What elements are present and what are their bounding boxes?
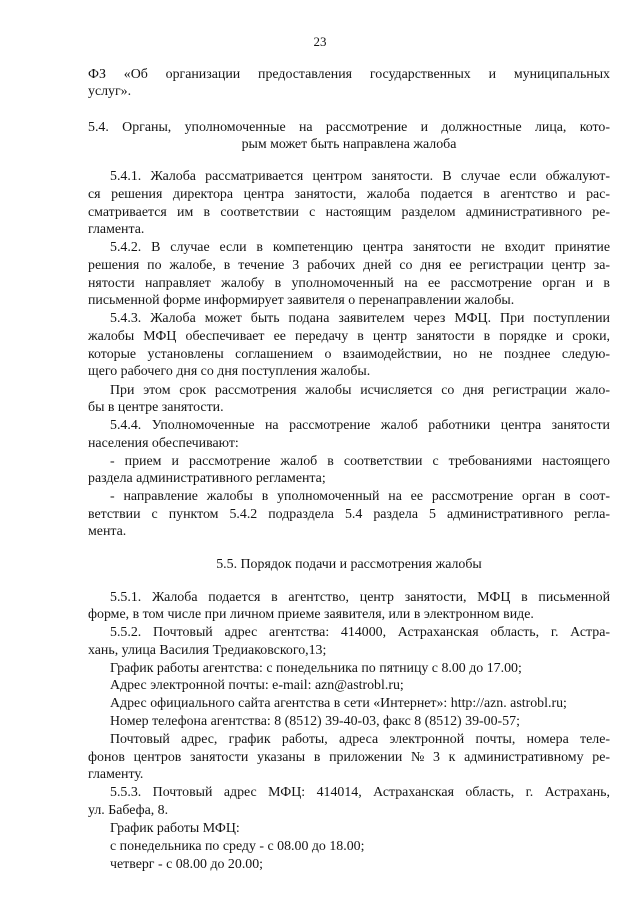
text-line: - направление жалобы в уполномоченный на ее рассмотрение орган в соот- (110, 489, 610, 504)
text-line: решения по жалобе, в течение 3 рабочих дней со дня ее регистрации центр за- (88, 258, 610, 273)
text-line: бы в центре занятости. (88, 400, 224, 415)
text-line: хань, улица Василия Тредиаковского,13; (88, 643, 327, 658)
text-line: фонов центров занятости указаны в приложении № 3 к административному ре- (88, 750, 610, 765)
text-line: ветствии с пунктом 5.4.2 подраздела 5.4 раздела 5 административного регла- (88, 507, 610, 522)
text-line: сматривается им в соответствии с настоящим разделом административного ре- (88, 205, 610, 220)
text-line: 5.4.3. Жалоба может быть подана заявителем через МФЦ. При поступлении (110, 311, 610, 326)
text-line: 5.4.4. Уполномоченные на рассмотрение жалоб работники центра занятости (110, 418, 610, 433)
text-line: При этом срок рассмотрения жалобы исчисляется со дня регистрации жало- (110, 383, 610, 398)
text-line: форме, в том числе при личном приеме заявителя, или в электронном виде. (88, 607, 534, 622)
text-line: услуг». (88, 84, 132, 99)
text-line: 5.5.1. Жалоба подается в агентство, центр занятости, МФЦ в письменной (110, 590, 610, 605)
text-line: с понедельника по среду - с 08.00 до 18.00; (110, 839, 365, 854)
text-line: 5.4.1. Жалоба рассматривается центром занятости. В случае если обжалуют- (110, 169, 610, 184)
text-line: Почтовый адрес, график работы, адреса электронной почты, номера теле- (110, 732, 610, 747)
text-line: жалобы МФЦ обеспечивает ее передачу в центр занятости в порядке и сроки, (88, 329, 610, 344)
text-line: щего рабочего дня со дня поступления жалобы. (88, 364, 371, 379)
text-line: График работы агентства: с понедельника по пятницу с 8.00 до 17.00; (110, 661, 522, 676)
text-line: письменной форме информирует заявителя о перенаправлении жалобы. (88, 293, 515, 308)
text-line: ул. Бабефа, 8. (88, 803, 169, 818)
text-line: гламента. (88, 222, 145, 237)
section-heading-line: рым может быть направлена жалоба (241, 137, 457, 152)
text-line: мента. (88, 524, 127, 539)
text-line: 5.5.3. Почтовый адрес МФЦ: 414014, Астраханская область, г. Астрахань, (110, 785, 610, 800)
text-line: гламенту. (88, 767, 144, 782)
text-line: раздела административного регламента; (88, 471, 326, 486)
text-line: 5.5.2. Почтовый адрес агентства: 414000, Астраханская область, г. Астра- (110, 625, 610, 640)
text-line: четверг - с 08.00 до 20.00; (110, 857, 264, 872)
text-line: 5.4.2. В случае если в компетенцию центра занятости не входит принятие (110, 240, 610, 255)
text-line: Номер телефона агентства: 8 (8512) 39-40-03, факс 8 (8512) 39-00-57; (110, 714, 520, 729)
text-line: населения обеспечивают: (88, 436, 239, 451)
text-line: нятости направляет жалобу в уполномоченный на ее рассмотрение орган и в (88, 276, 610, 291)
text-line: которые установлены соглашением о взаимодействии, но не позднее следую- (88, 347, 610, 362)
section-heading-line: 5.5. Порядок подачи и рассмотрения жалобы (216, 557, 482, 572)
section-heading-line: 5.4. Органы, уполномоченные на рассмотрение и должностные лица, кото- (88, 120, 610, 135)
text-line: ся решения директора центра занятости, жалоба подается в агентство и рас- (88, 187, 610, 202)
text-line: - прием и рассмотрение жалоб в соответствии с требованиями настоящего (110, 454, 610, 469)
text-line: ФЗ «Об организации предоставления государственных и муниципальных (88, 67, 610, 82)
page-number: 23 (313, 34, 327, 49)
text-line: Адрес официального сайта агентства в сети «Интернет»: http://azn. astrobl.ru; (110, 696, 567, 711)
text-line: Адрес электронной почты: e-mail: azn@astrobl.ru; (110, 678, 404, 693)
text-line: График работы МФЦ: (110, 821, 240, 836)
